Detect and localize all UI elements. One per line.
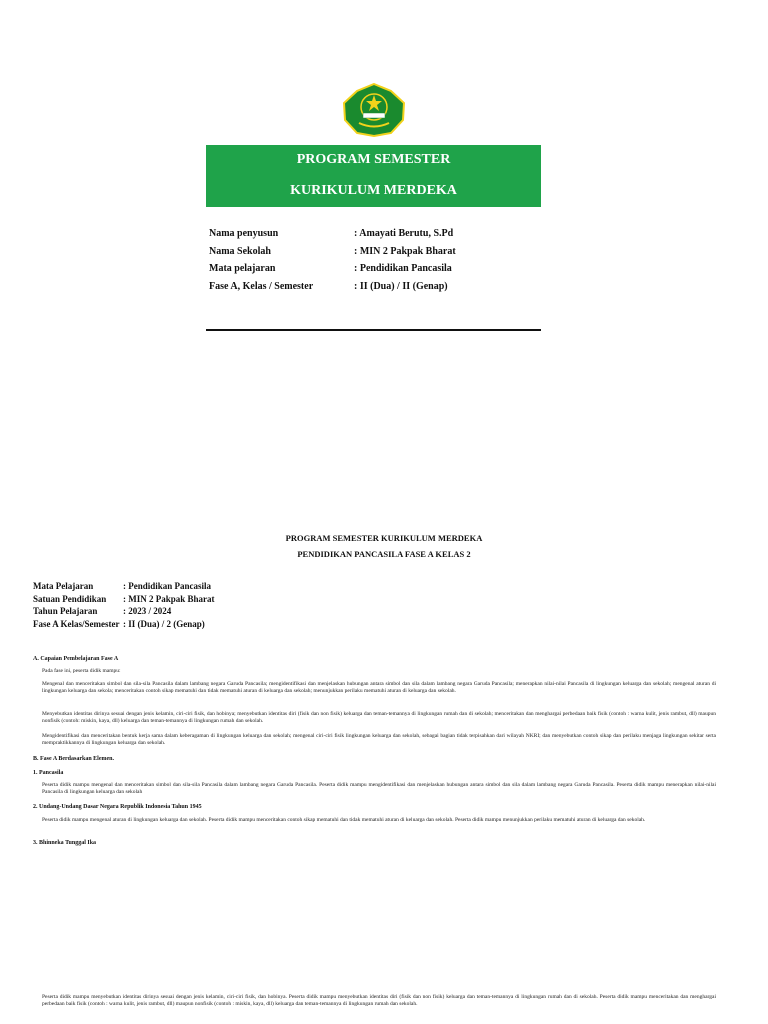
info-label: Nama Sekolah — [209, 245, 271, 257]
cover-info-row — [209, 246, 539, 264]
cover-info-row — [209, 281, 539, 299]
element-paragraph: Peserta didik mampu menyebutkan identitas dirinya sesuai dengan jenis kelamin, ciri-ciri fisik, dan hobinya. Peserta didik mampu menyebutkan identitas diri (fisik dan non fisik) keluarga dan teman-temannya di lingkungan rumah dan di sekolah. Peserta didik mampu menceritakan dan menghargai perbedaan baik fisik (contoh : warna kulit, jenis rambut, dll) maupun nonfisik (contoh : miskin, kaya, dll) keluarga dan teman-temannya di lingkungan rumah dan sekolah. — [42, 994, 716, 1008]
meta-value: : 2023 / 2024 — [123, 606, 172, 616]
info-label: Nama penyusun — [209, 228, 279, 239]
element-heading: 2. Undang-Undang Dasar Negara Republik Indonesia Tahun 1945 — [33, 804, 202, 810]
element-paragraph: Peserta didik mampu mengenal dan menceritakan simbol dan sila-sila Pancasila dalam lambang negara Garuda Pancasila. Peserta didik mampu mengidentifikasi dan menjelaskan hubungan antara simbol dan sila dalam lambang negara Garuda Pancasila. Peserta didik mampu menerapkan nilai-nilai Pancasila di lingkungan keluarga dan sekolah — [42, 782, 716, 796]
meta-label: Mata Pelajaran — [33, 581, 94, 591]
section-a-intro: Pada fase ini, peserta didik mampu: — [42, 668, 121, 674]
cover-title-line1: PROGRAM SEMESTER — [296, 152, 451, 167]
cover-divider — [206, 329, 541, 331]
meta-row — [33, 594, 333, 607]
doc-title-line1: PROGRAM SEMESTER KURIKULUM MERDEKA — [285, 533, 483, 543]
meta-row — [33, 619, 333, 632]
meta-label: Fase A Kelas/Semester — [33, 618, 120, 629]
cover-title-line2: KURIKULUM MERDEKA — [290, 183, 457, 198]
section-a-paragraph: Mengenal dan menceritakan simbol dan sila-sila Pancasila dalam lambang negara Garuda Pancasila; mengidentifikasi dan menjelaskan hubungan antara simbol dan sila dalam lambang negara Garuda Pancasila; menerapkan nilai-nilai Pancasila di lingkungan keluarga dan sekolah; mengenal aturan di lingkungan keluarga dan sekola; menceritakan contoh sikap mematuhi dan tidak mematuhi aturan di keluarga dan sekolah; menunjukkan perilaku mematuhi aturan di keluarga dan sekolah. — [42, 681, 716, 695]
section-b-heading: B. Fase A Berdasarkan Elemen. — [33, 756, 115, 762]
info-value: : II (Dua) / II (Genap) — [354, 280, 448, 292]
info-label: Fase A, Kelas / Semester — [209, 280, 314, 292]
cover-info-table — [209, 228, 539, 298]
meta-label: Tahun Pelajaran — [33, 606, 98, 616]
cover-info-row — [209, 228, 539, 246]
section-a-heading: A. Capaian Pembelajaran Fase A — [33, 656, 119, 662]
cover-info-row — [209, 263, 539, 281]
element-paragraph: Peserta didik mampu mengenal aturan di lingkungan keluarga dan sekolah. Peserta didik mampu menceritakan contoh sikap mematuhi dan tidak mematuhi aturan di keluarga dan sekolah. Peserta didik mampu menunjukkan perilaku mematuhi aturan di keluarga dan sekolah. — [42, 817, 646, 823]
info-value: : Amayati Berutu, S.Pd — [354, 228, 454, 239]
section-a-paragraph: Mengidentifikasi dan menceritakan bentuk kerja sama dalam keberagaman di lingkungan keluarga dan sekolah; mengenal ciri-ciri fisik lingkungan keluarga dan sekolah, sebagai bagian tidak terpisahkan dari wilayah NKRI; dan menyebutkan contoh sikap dan perilaku menjaga lingkungan sekitar serta mempraktikkannya di lingkungan keluarga dan sekolah. — [42, 733, 716, 747]
kemenag-logo-icon — [341, 83, 407, 137]
meta-value: : Pendidikan Pancasila — [123, 581, 212, 591]
meta-row — [33, 606, 333, 619]
info-value: : Pendidikan Pancasila — [354, 263, 452, 274]
info-value: : MIN 2 Pakpak Bharat — [354, 245, 456, 257]
element-heading: 3. Bhinneka Tunggal Ika — [33, 840, 97, 846]
meta-row — [33, 581, 333, 594]
meta-value: : MIN 2 Pakpak Bharat — [123, 593, 215, 604]
meta-value: : II (Dua) / 2 (Genap) — [123, 618, 205, 629]
meta-label: Satuan Pendidikan — [33, 593, 107, 604]
cover-title-banner — [206, 145, 541, 207]
doc-meta-table — [33, 581, 333, 631]
element-heading: 1. Pancasila — [33, 770, 64, 776]
info-label: Mata pelajaran — [209, 263, 276, 274]
doc-title-line2: PENDIDIKAN PANCASILA FASE A KELAS 2 — [297, 549, 471, 559]
section-a-paragraph: Menyebutkan identitas dirinya sesuai dengan jenis kelamin, ciri-ciri fisik, dan hobinya; menyebutkan identitas diri (fisik dan non fisik) keluarga dan teman-temannya di lingkungan rumah dan di sekolah; menceritakan dan menghargai perbedaan baik fisik (contoh : warna kulit, jenis rambut, dll) maupun nonfisik (contoh: miskin, kaya, dll) keluarga dan teman-temannya di lingkungan rumah dan sekolah. — [42, 711, 716, 725]
